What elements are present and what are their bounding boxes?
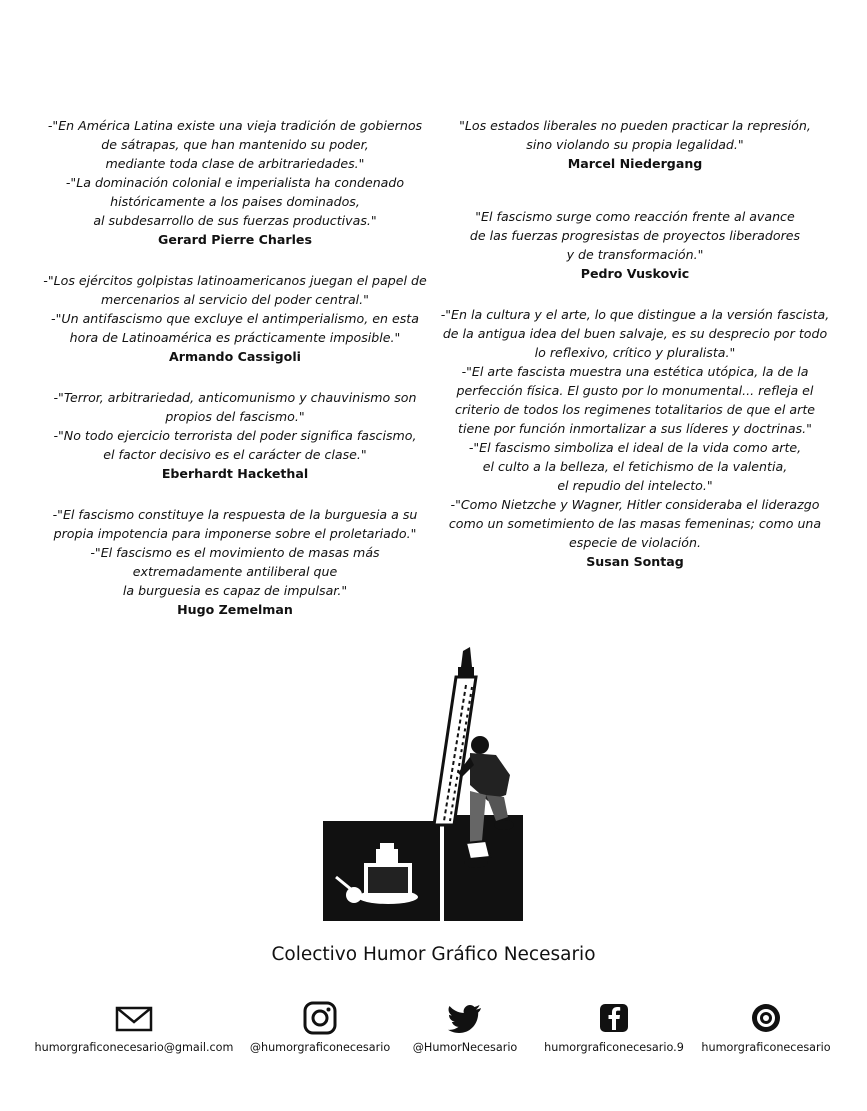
quote-author: Eberhardt Hackethal [161,466,309,481]
quote-text: -"Como Nietzche y Wagner, Hitler consideraba el liderazgo como un sometimiento de las masas femeninas; como una especie de violación. [448,497,822,550]
collective-logo-illustration [320,645,530,925]
quote-block [30,388,440,483]
facebook-icon [596,1000,632,1036]
quote-author: Pedro Vuskovic [580,266,690,281]
quote-text: -"Un antifascismo que excluye el antimperialismo, en esta hora de Latinoamérica es prácticamente imposible." [51,311,419,345]
collective-name: Colectivo Humor Gráfico Necesario [271,944,596,965]
quote-block [30,271,440,366]
quote-text: -"En América Latina existe una vieja tradición de gobiernos de sátrapas, que han mantenido su poder, mediante toda clase de arbitrariedades." [47,118,423,171]
mail-icon [114,1000,154,1036]
contact-label[interactable]: humorgraficonecesario@gmail.com [34,1041,234,1054]
contact-email[interactable] [34,1000,234,1054]
contact-links [0,1000,867,1070]
pen-figure-illustration [320,645,530,925]
quote-author: Armando Cassigoli [169,349,301,364]
quote-block [440,305,830,571]
issuu-icon [748,1000,784,1036]
quote-author: Gerard Pierre Charles [158,232,312,247]
quote-author: Marcel Niedergang [567,156,703,171]
quote-text: -"En la cultura y el arte, lo que distingue a la versión fascista, de la antigua idea del buen salvaje, es su desprecio por todo lo reflexivo, crítico y pluralista." [440,307,830,360]
quote-text: -"El fascismo es el movimiento de masas más extremadamente antiliberal que la burguesia es capaz de impulsar." [90,545,380,598]
twitter-icon [446,1000,484,1036]
contact-label[interactable]: @humorgraficonecesario [249,1041,391,1054]
quote-block [440,116,830,173]
right-quotes-column [440,116,830,593]
contact-twitter[interactable] [402,1000,528,1054]
quote-block [440,207,830,283]
contact-label[interactable]: humorgraficonecesario [701,1041,831,1054]
quote-author: Susan Sontag [586,554,684,569]
contact-label[interactable]: @HumorNecesario [412,1041,518,1054]
quote-text: -"Los ejércitos golpistas latinoamericanos juegan el papel de mercenarios al servicio del poder central." [43,273,427,307]
right-ink-block [444,815,523,921]
contact-facebook[interactable] [536,1000,692,1054]
contact-instagram[interactable] [240,1000,400,1054]
contact-issuu[interactable] [698,1000,834,1054]
quote-text: -"El arte fascista muestra una estética utópica, la de la perfección física. El gusto por lo monumental... refleja el criterio de todos los regimenes totalitarios de que el arte tiene por función inmortalizar a sus líderes y doctrinas." [454,364,816,436]
quote-text: -"Terror, arbitrariedad, anticomunismo y chauvinismo son propios del fascismo." [53,390,417,424]
contact-label[interactable]: humorgraficonecesario.9 [544,1041,684,1054]
quote-text: -"El fascismo simboliza el ideal de la vida como arte, el culto a la belleza, el fetichismo de la valentia, el repudio del intelecto." [468,440,802,493]
quote-author: Hugo Zemelman [177,602,293,617]
quote-text: -"La dominación colonial e imperialista ha condenado históricamente a los paises dominados, al subdesarrollo de sus fuerzas productivas." [65,175,405,228]
quote-text: -"El fascismo constituye la respuesta de la burguesia a su propia impotencia para imponerse sobre el proletariado." [52,507,418,541]
left-quotes-column [30,116,440,641]
quote-block [30,505,440,619]
quote-text: -"No todo ejercicio terrorista del poder significa fascismo, el factor decisivo es el carácter de clase." [53,428,417,462]
giant-pen-icon [434,647,476,825]
instagram-icon [302,1000,338,1036]
quote-block [30,116,440,249]
quote-text: "El fascismo surge como reacción frente al avance de las fuerzas progresistas de proyectos liberadores y de transformación." [469,209,801,262]
quote-text: "Los estados liberales no pueden practicar la represión, sino violando su propia legalidad." [459,118,811,152]
